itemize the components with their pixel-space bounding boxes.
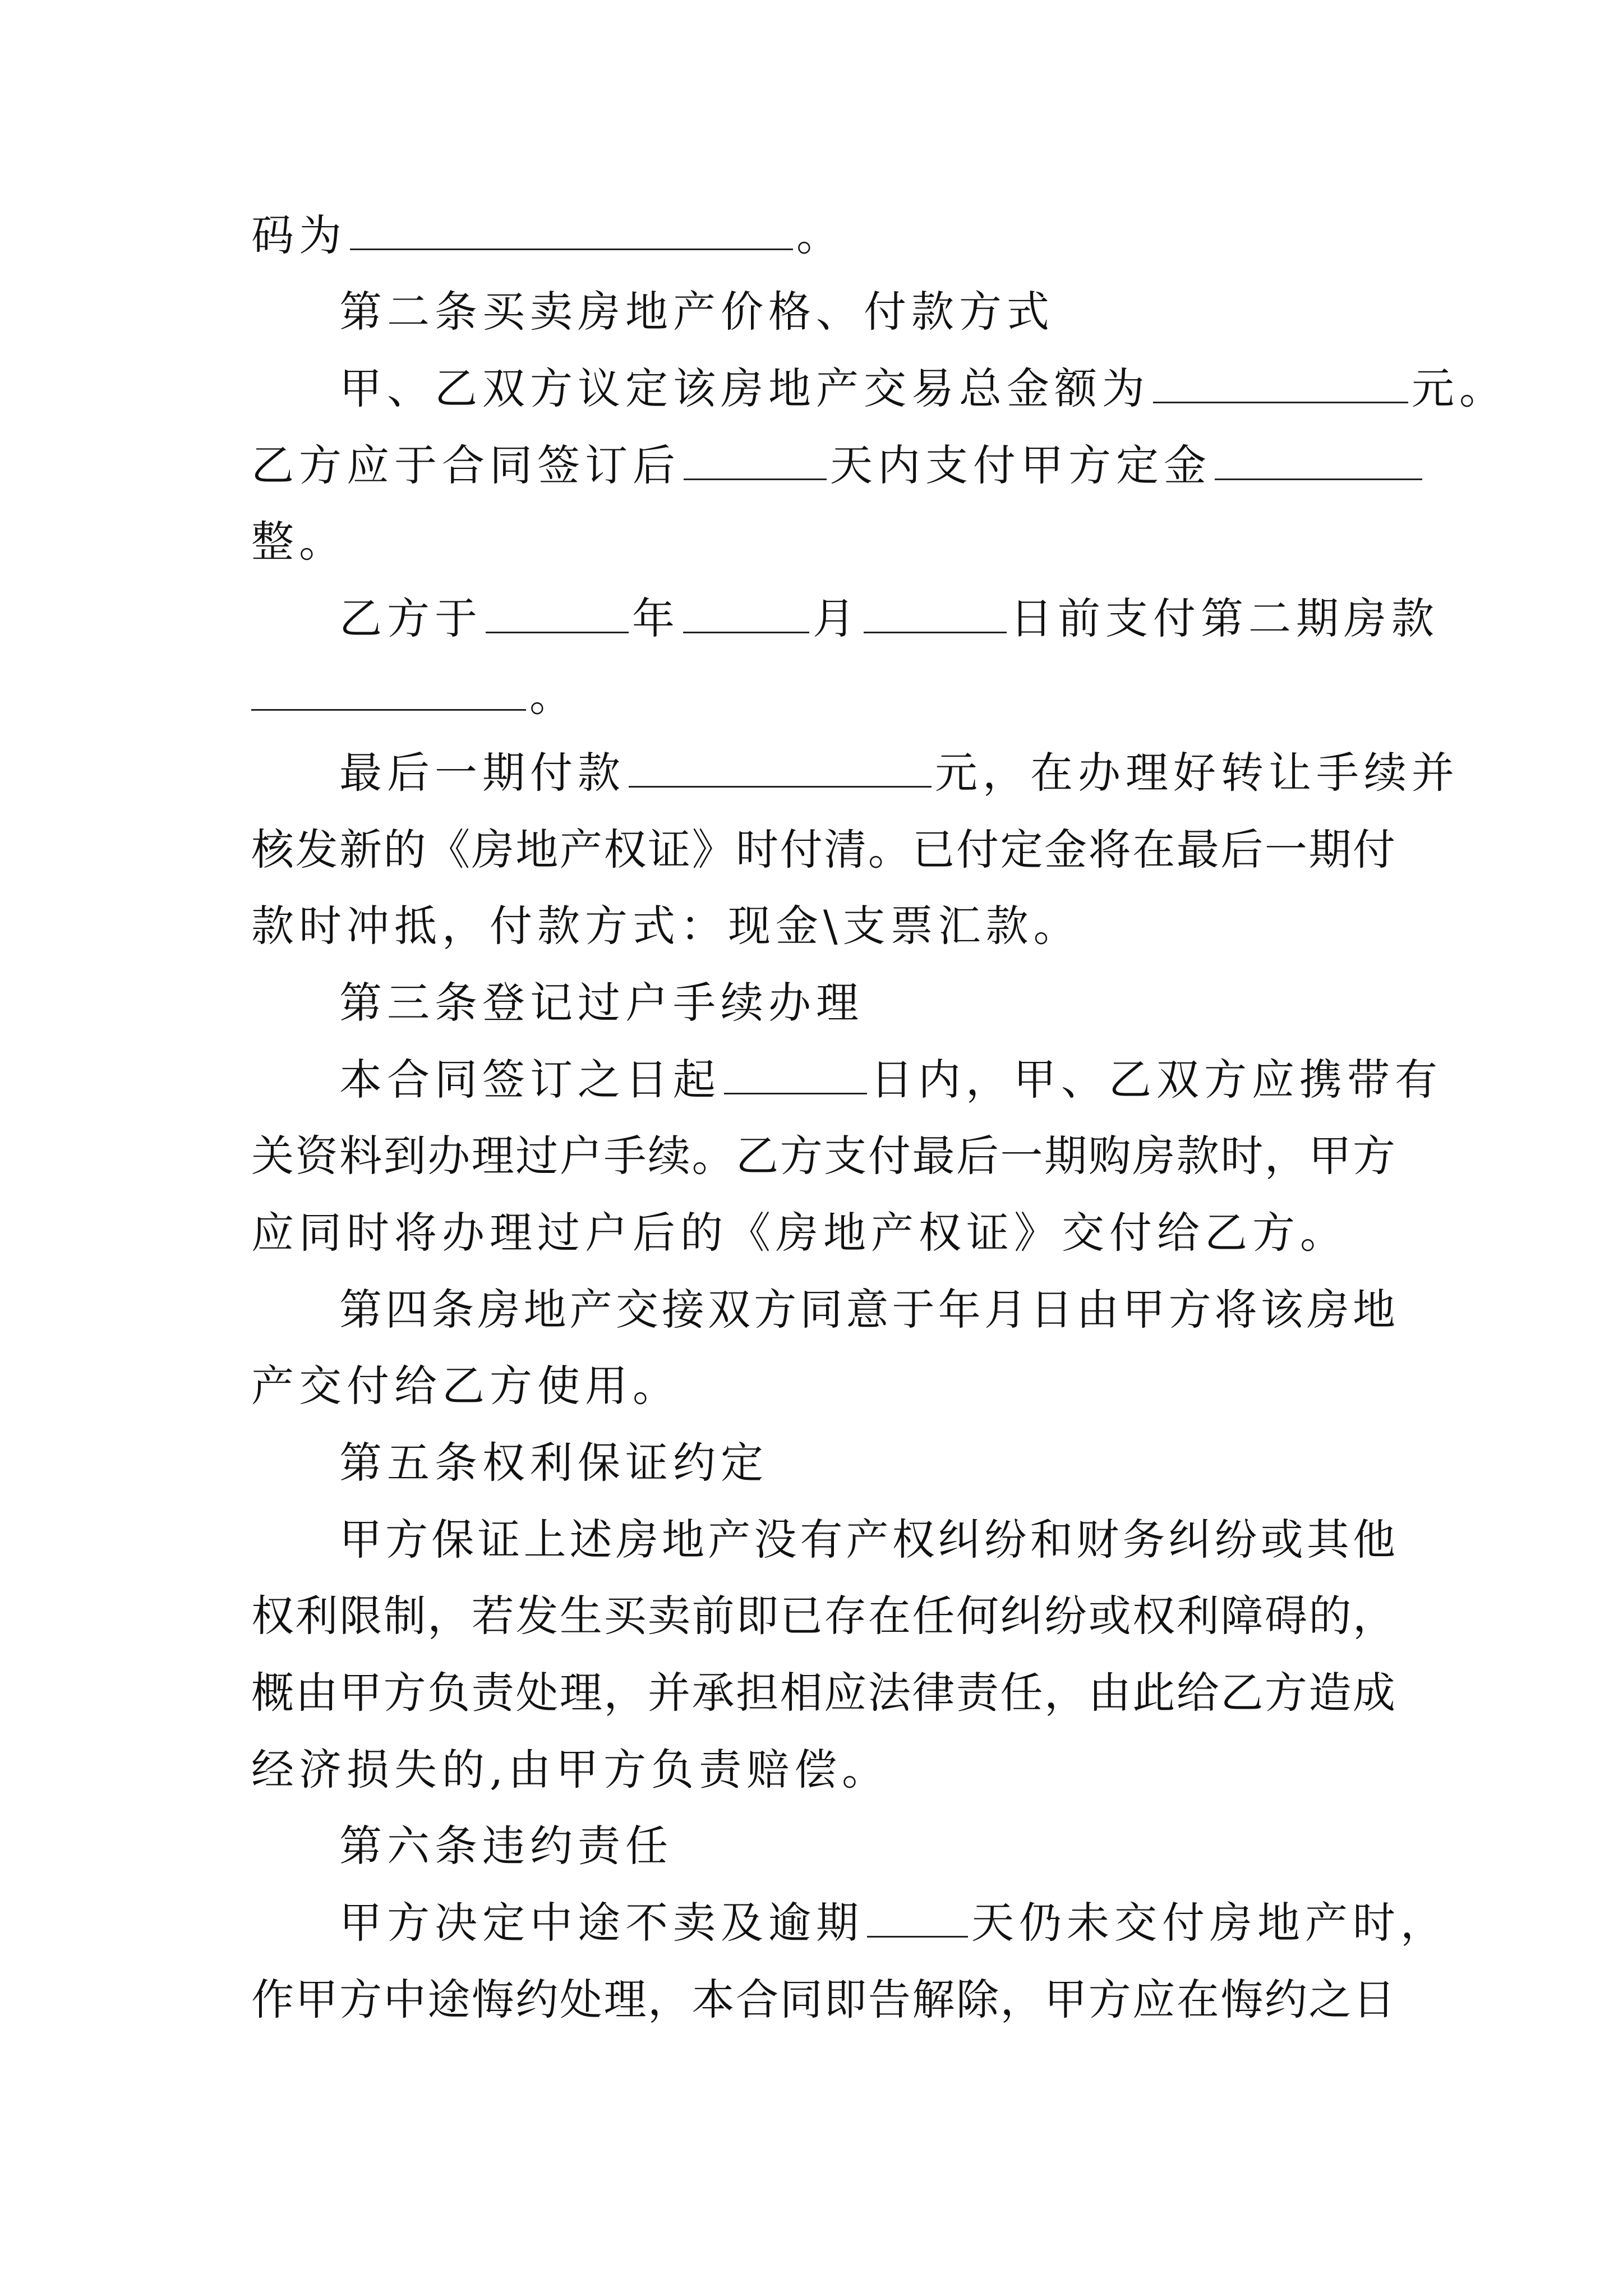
text-line-4 [251, 439, 1395, 493]
line-text: 甲方保证上述房地产没有产权纠纷和财务纠纷或其他 [339, 1515, 1395, 1565]
text-line-14 [251, 1206, 1395, 1260]
line-text: 应同时将办理过户后的《房地产权证》交付给乙方。 [251, 1208, 1348, 1258]
line-text: 最后一期付款 [339, 748, 625, 798]
line-text: 。 [796, 210, 844, 260]
line-text: 概由甲方负责处理，并承担相应法律责任，由此给乙方造成 [251, 1668, 1395, 1718]
line-text: 第五条权利保证约定 [339, 1438, 768, 1488]
line-text: 元，在办理好转让手续并 [935, 748, 1459, 798]
line-text: 月 [813, 593, 860, 643]
line-text: 整。 [251, 517, 347, 567]
text-line-8 [339, 746, 1459, 800]
line-text: 关资料到办理过户手续。乙方支付最后一期购房款时，甲方 [251, 1131, 1395, 1181]
line-text: 乙方于 [339, 593, 482, 643]
line-text: 权利限制，若发生买卖前即已存在任何纠纷或权利障碍的， [251, 1591, 1395, 1641]
fill-blank [864, 592, 1007, 633]
fill-blank [350, 209, 793, 250]
fill-blank [724, 1053, 867, 1094]
fill-blank [251, 670, 526, 711]
text-line-9 [251, 823, 1395, 877]
fill-blank [683, 592, 809, 633]
line-text: 第六条违约责任 [339, 1821, 673, 1871]
fill-blank [684, 439, 827, 480]
text-line-19 [251, 1589, 1395, 1643]
line-text: 第三条登记过户手续办理 [339, 978, 864, 1028]
text-line-5 [251, 515, 1395, 569]
fill-blank [629, 747, 932, 788]
line-text: 日内，甲、乙双方应携带有 [870, 1055, 1442, 1105]
text-line-18 [339, 1513, 1395, 1567]
section-heading-3 [339, 976, 1395, 1030]
text-line-21 [251, 1743, 1395, 1797]
fill-blank [1215, 439, 1422, 480]
text-line-12 [339, 1053, 1442, 1107]
section-heading-4 [339, 1283, 1395, 1337]
line-text: 作甲方中途悔约处理，本合同即告解除，甲方应在悔约之日 [251, 1975, 1395, 2024]
text-line-23 [339, 1896, 1448, 1950]
line-text: 核发新的《房地产权证》时付清。已付定金将在最后一期付 [251, 825, 1395, 875]
fill-blank [486, 592, 629, 633]
line-text: 甲方决定中途不卖及逾期 [339, 1898, 864, 1948]
text-line-16 [251, 1359, 1395, 1413]
fill-blank [867, 1897, 968, 1938]
line-text: 。 [529, 671, 577, 721]
text-line-7 [251, 669, 1395, 723]
line-text: 日前支付第二期房款 [1010, 593, 1439, 643]
line-text: 第四条房地产交接双方同意于年月日由甲方将该房地 [339, 1285, 1395, 1335]
line-text: 年 [632, 593, 680, 643]
text-line-3 [339, 362, 1507, 416]
line-text: 元。 [1412, 364, 1507, 413]
line-text: 产交付给乙方使用。 [251, 1361, 680, 1411]
line-text: 经济损失的,由甲方负责赔偿。 [251, 1745, 890, 1795]
section-heading-2 [339, 285, 1395, 339]
text-line-6 [339, 592, 1439, 646]
text-line-13 [251, 1129, 1395, 1183]
line-text: 乙方应于合同签订后 [251, 440, 680, 490]
text-line-24 [251, 1973, 1395, 2027]
section-heading-6 [339, 1819, 1395, 1873]
line-text: 款时冲抵，付款方式：现金\支票汇款。 [251, 901, 1081, 951]
line-text: 天仍未交付房地产时， [971, 1898, 1448, 1948]
fill-blank [1153, 362, 1408, 403]
text-line-10 [251, 899, 1395, 953]
line-text: 天内支付甲方定金 [830, 440, 1211, 490]
line-text: 甲、乙双方议定该房地产交易总金额为 [339, 364, 1150, 413]
line-text: 码为 [251, 210, 347, 260]
line-text: 第二条买卖房地产价格、付款方式 [339, 287, 1054, 337]
line-text: 本合同签订之日起 [339, 1055, 721, 1105]
text-line-1 [251, 209, 1395, 263]
text-line-20 [251, 1666, 1395, 1720]
section-heading-5 [339, 1436, 1395, 1490]
